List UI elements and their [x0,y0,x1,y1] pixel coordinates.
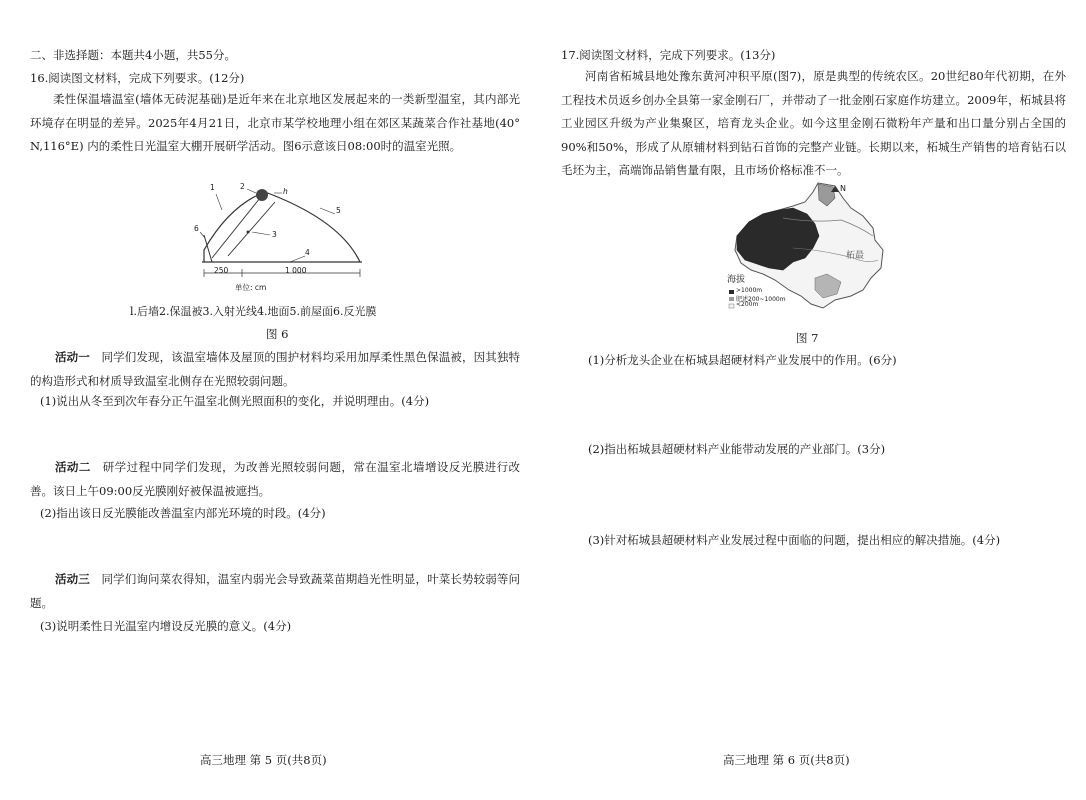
front-roof [265,192,360,262]
q16-intro: 柔性保温墙温室(墙体无砖泥基础)是近年来在北京地区发展起来的一类新型温室，其内部光环境存在明显的差异。2025年4月21日，北京市某学校地理小组在郊区某蔬菜合作社基地(40° N,116°E) 内的柔性日光温室大棚开展研学活动。图6示意该日08:00时的温室光照。 [30,92,520,153]
activity1-title: 活动一 [55,350,90,364]
activity1-text: 同学们发现，该温室墙体及屋顶的围护材料均采用加厚柔性黑色保温被，因其独特的构造形式和材质导致温室北侧存在光照较弱问题。 [30,350,521,388]
q17-1: (1)分析龙头企业在柘城县超硬材料产业发展中的作用。(6分) [588,353,897,367]
label-h: h [283,187,288,196]
ray-marker [247,231,250,234]
activity2-text: 研学过程中同学们发现，为改善光照较弱问题，常在温室北墙增设反光膜进行改善。该日上午09:00反光膜刚好被保温被遮挡。 [30,460,521,498]
q17-2: (2)指出柘城县超硬材料产业能带动发展的产业部门。(3分) [588,442,886,456]
label-2: 2 [240,182,245,191]
fig6-legend: l.后墙2.保温被3.入射光线4.地面5.前屋面6.反光膜 [130,305,377,318]
activity2-title: 活动二 [55,460,91,474]
activity3 [30,568,520,615]
fig6-caption: 图 6 [266,327,289,341]
unit-label: 单位: cm [235,283,267,292]
legend-title: 海拔 [727,275,746,285]
greenhouse-svg [190,180,370,295]
right-page [543,0,1086,800]
legend-item-2: 肥述200~1000m [736,296,786,303]
q16-2: (2)指出该日反光膜能改善温室内部光环境的时段。(4分) [40,506,326,520]
label-6: 6 [194,224,199,233]
right-page-footer: 高三地理 第 6 页(共8页) [723,753,850,767]
q16-1: (1)说出从冬至到次年春分正午温室北侧光照面积的变化，并说明理由。(4分) [40,394,430,408]
q17-intro: 河南省柘城县地处豫东黄河冲积平原(图7)，原是典型的传统农区。20世纪80年代初期，在外工程技术员返乡创办全县第一家金刚石厂，并带动了一批金刚石家庭作坊建立。2009年，柘城县将工业园区升级为产业集聚区，培育龙头企业。如今这里金刚石微粉年产量和出口量分别占全国的90%和50%，形成了从原辅材料到钻石首饰的完整产业链。长期以来，柘城生产销售的培育钻石以毛坯为主，高端饰品销售量有限，且市场价格标准不一。 [561,69,1066,177]
q17-3: (3)针对柘城县超硬材料产业发展过程中面临的问题，提出相应的解决措施。(4分) [588,533,1001,547]
north-label: N [840,184,846,193]
q16-header: 16.阅读图文材料，完成下列要求。(12分) [30,71,245,85]
fig7-caption: 图 7 [796,331,819,345]
label-3: 3 [272,230,277,239]
q16-3: (3)说明柔性日光温室内增设反光膜的意义。(4分) [40,619,292,633]
section-header: 二、非选择题：本题共4小题，共55分。 [30,48,236,62]
legend-item-1: >1000m [736,287,763,294]
activity2 [30,456,520,503]
dim-250: 250 [214,266,229,275]
left-page-footer: 高三地理 第 5 页(共8页) [200,753,327,767]
activity3-title: 活动三 [55,572,90,586]
label-4: 4 [305,248,310,257]
insulation-quilt [256,189,268,201]
activity3-text: 同学们询问菜农得知，温室内弱光会导致蔬菜苗期趋光性明显，叶菜长势较弱等问题。 [30,572,521,610]
label-5: 5 [336,206,341,215]
figure-6-greenhouse-diagram [190,180,370,295]
figure-7-map [723,178,888,318]
q17-header: 17.阅读图文材料，完成下列要求。(13分) [561,48,776,62]
activity1 [30,346,520,393]
dim-1000: 1 000 [285,266,307,275]
legend-item-3: <200m [736,301,759,308]
label-1: 1 [210,183,215,192]
city-label: 柘最 [846,251,865,261]
